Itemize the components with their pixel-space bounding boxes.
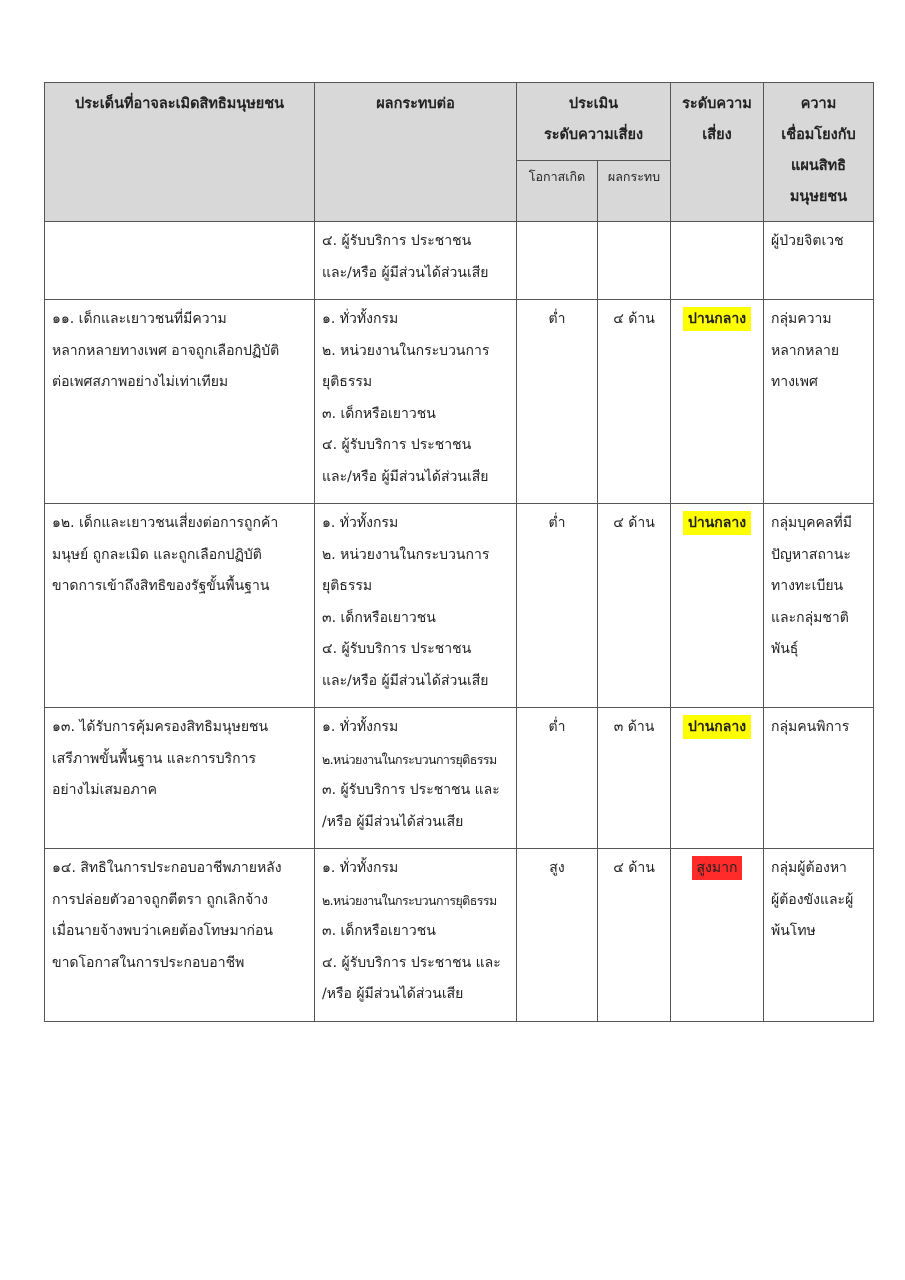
risk-level-cell — [671, 300, 764, 504]
impact-cell: ๔ ด้าน — [598, 504, 671, 708]
likelihood-cell: ต่ำ — [517, 708, 598, 849]
header-likelihood: โอกาสเกิด — [517, 161, 598, 222]
affected-cell — [315, 849, 517, 1022]
human-rights-link-cell-line: หลากหลาย — [771, 342, 840, 359]
affected-cell-line: /หรือ ผู้มีส่วนได้ส่วนเสีย — [322, 986, 464, 1002]
human-rights-link-cell-line: ผู้ต้องขังและผู้ — [771, 891, 854, 908]
issue-cell-line: มนุษย์ ถูกละเมิด และถูกเลือกปฏิบัติ — [52, 546, 262, 563]
impact-cell — [598, 222, 671, 300]
risk-level-cell — [671, 222, 764, 300]
affected-cell — [315, 504, 517, 708]
header-issue: ประเด็นที่อาจละเมิดสิทธิมนุษยชน — [45, 83, 315, 222]
header-row — [45, 83, 874, 161]
human-rights-link-cell-line: พ้นโทษ — [771, 923, 816, 939]
affected-cell-line: ๔. ผู้รับบริการ ประชาชน — [322, 437, 472, 453]
human-rights-link-cell — [764, 708, 874, 849]
risk-level-cell — [671, 504, 764, 708]
issue-cell-line: ๑๔. สิทธิในการประกอบอาชีพภายหลัง — [52, 860, 282, 876]
impact-cell: ๔ ด้าน — [598, 300, 671, 504]
issue-cell-line: ขาดโอกาสในการประกอบอาชีพ — [52, 954, 245, 971]
human-rights-link-cell-line: และกลุ่มชาติ — [771, 609, 849, 626]
affected-cell-line: ๒.หน่วยงานในกระบวนการยุติธรรม — [322, 751, 497, 767]
header-impact: ผลกระทบ — [598, 161, 671, 222]
issue-cell — [45, 300, 315, 504]
issue-cell-line: เสรีภาพขั้นพื้นฐาน และการบริการ — [52, 750, 256, 767]
header-assessment: ประเมิน ระดับความเสี่ยง — [517, 83, 671, 161]
table-row — [45, 222, 874, 300]
header-impact-on: ผลกระทบต่อ — [315, 83, 517, 222]
human-rights-link-cell — [764, 849, 874, 1022]
affected-cell-line: และ/หรือ ผู้มีส่วนได้ส่วนเสีย — [322, 264, 489, 281]
human-rights-link-cell-line: กลุ่มคนพิการ — [771, 719, 850, 735]
risk-level-badge: สูงมาก — [692, 856, 743, 880]
affected-cell — [315, 708, 517, 849]
affected-cell-line: ๓. เด็กหรือเยาวชน — [322, 609, 436, 626]
human-rights-link-cell-line: พันธุ์ — [771, 641, 799, 657]
likelihood-cell: สูง — [517, 849, 598, 1022]
affected-cell-line: ๑. ทั่วทั้งกรม — [322, 311, 399, 327]
affected-cell-line: ๔. ผู้รับบริการ ประชาชน — [322, 641, 472, 657]
affected-cell-line: ๔. ผู้รับบริการ ประชาชน — [322, 233, 472, 249]
table-row — [45, 849, 874, 1022]
affected-cell-line: /หรือ ผู้มีส่วนได้ส่วนเสีย — [322, 813, 464, 830]
affected-cell-line: ๓. เด็กหรือเยาวชน — [322, 405, 436, 422]
human-rights-link-cell-line: ทางทะเบียน — [771, 578, 844, 594]
affected-cell-line: ๓. ผู้รับบริการ ประชาชน และ — [322, 782, 500, 798]
affected-cell-line: และ/หรือ ผู้มีส่วนได้ส่วนเสีย — [322, 468, 489, 485]
affected-cell-line: ๔. ผู้รับบริการ ประชาชน และ — [322, 954, 501, 971]
affected-cell-line: ๒. หน่วยงานในกระบวนการ — [322, 546, 490, 563]
human-rights-link-cell — [764, 504, 874, 708]
risk-level-badge: ปานกลาง — [683, 511, 751, 535]
table-row — [45, 300, 874, 504]
affected-cell — [315, 300, 517, 504]
affected-cell — [315, 222, 517, 300]
risk-level-cell — [671, 849, 764, 1022]
issue-cell — [45, 708, 315, 849]
human-rights-link-cell-line: ปัญหาสถานะ — [771, 546, 851, 563]
impact-cell: ๓ ด้าน — [598, 708, 671, 849]
issue-cell-line: ๑๒. เด็กและเยาวชนเสี่ยงต่อการถูกค้า — [52, 515, 279, 531]
issue-cell-line: ๑๑. เด็กและเยาวชนที่มีความ — [52, 311, 227, 327]
affected-cell-line: ยุติธรรม — [322, 374, 373, 390]
issue-cell-line: ต่อเพศสภาพอย่างไม่เท่าเทียม — [52, 374, 229, 390]
affected-cell-line: ๑. ทั่วทั้งกรม — [322, 719, 399, 735]
affected-cell-line: ๓. เด็กหรือเยาวชน — [322, 923, 436, 939]
affected-cell-line: ๒. หน่วยงานในกระบวนการ — [322, 342, 490, 359]
affected-cell-line: ๒.หน่วยงานในกระบวนการยุติธรรม — [322, 892, 497, 908]
issue-cell-line: ขาดการเข้าถึงสิทธิของรัฐขั้นพื้นฐาน — [52, 578, 270, 594]
human-rights-link-cell-line: กลุ่มความ — [771, 311, 832, 327]
issue-cell-line: หลากหลายทางเพศ อาจถูกเลือกปฏิบัติ — [52, 342, 280, 359]
issue-cell-line: การปล่อยตัวอาจถูกตีตรา ถูกเลิกจ้าง — [52, 891, 269, 908]
header-human-rights-link: ความ เชื่อมโยงกับ แผนสิทธิ มนุษยชน — [764, 83, 874, 222]
affected-cell-line: ยุติธรรม — [322, 578, 373, 594]
risk-level-badge: ปานกลาง — [683, 715, 751, 739]
issue-cell-line: เมื่อนายจ้างพบว่าเคยต้องโทษมาก่อน — [52, 923, 274, 939]
impact-cell: ๔ ด้าน — [598, 849, 671, 1022]
human-rights-link-cell-line: กลุ่มผู้ต้องหา — [771, 860, 847, 876]
risk-assessment-table — [44, 82, 874, 1022]
affected-cell-line: ๑. ทั่วทั้งกรม — [322, 860, 399, 876]
likelihood-cell: ต่ำ — [517, 300, 598, 504]
header-risk-level: ระดับความ เสี่ยง — [671, 83, 764, 222]
risk-level-cell — [671, 708, 764, 849]
human-rights-link-cell-line: ทางเพศ — [771, 374, 818, 390]
issue-cell — [45, 222, 315, 300]
human-rights-link-cell-line: ผู้ป่วยจิตเวช — [771, 233, 844, 249]
human-rights-link-cell — [764, 222, 874, 300]
risk-level-badge: ปานกลาง — [683, 307, 751, 331]
issue-cell — [45, 849, 315, 1022]
issue-cell-line: ๑๓. ได้รับการคุ้มครองสิทธิมนุษยชน — [52, 719, 269, 735]
issue-cell — [45, 504, 315, 708]
affected-cell-line: และ/หรือ ผู้มีส่วนได้ส่วนเสีย — [322, 672, 489, 689]
table-row — [45, 504, 874, 708]
human-rights-link-cell — [764, 300, 874, 504]
likelihood-cell — [517, 222, 598, 300]
likelihood-cell: ต่ำ — [517, 504, 598, 708]
affected-cell-line: ๑. ทั่วทั้งกรม — [322, 515, 399, 531]
issue-cell-line: อย่างไม่เสมอภาค — [52, 782, 157, 798]
human-rights-link-cell-line: กลุ่มบุคคลที่มี — [771, 515, 852, 531]
table-row — [45, 708, 874, 849]
